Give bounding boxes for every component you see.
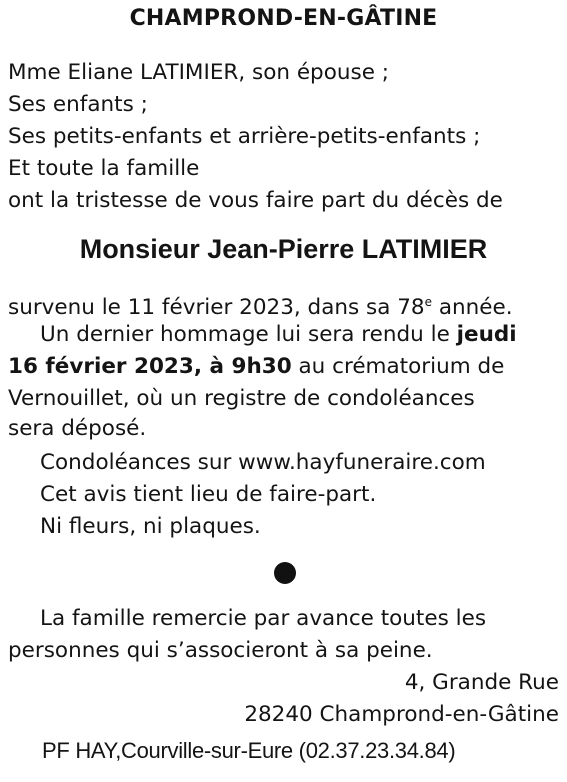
avis-line: Cet avis tient lieu de faire-part. xyxy=(40,482,377,507)
family-line-grandchildren: Ses petits-enfants et arrière-petits-enfants ; xyxy=(8,124,481,149)
flowers-line: Ni fleurs, ni plaques. xyxy=(40,514,261,539)
ceremony-date-time: 16 février 2023, à 9h30 xyxy=(8,354,292,379)
address-city: 28240 Champrond-en-Gâtine xyxy=(244,702,559,727)
ceremony-text-1: Un dernier hommage lui sera rendu le xyxy=(40,322,457,347)
ceremony-day: jeudi xyxy=(456,322,517,347)
ceremony-line-4: sera déposé. xyxy=(8,416,147,441)
separator-bullet xyxy=(274,562,296,584)
family-line-children: Ses enfants ; xyxy=(8,92,148,117)
location-heading: CHAMPROND-EN-GÂTINE xyxy=(129,6,438,31)
family-line-spouse: Mme Eliane LATIMIER, son épouse ; xyxy=(8,60,389,85)
funeral-home: PF HAY,Courville-sur-Eure (02.37.23.34.84) xyxy=(42,738,456,763)
ceremony-line-3: Vernouillet, où un registre de condoléances xyxy=(8,386,475,411)
death-date-line xyxy=(8,287,513,323)
ordinal-suffix: e xyxy=(424,295,432,309)
address-street: 4, Grande Rue xyxy=(404,670,559,695)
ceremony-line-2 xyxy=(8,352,504,382)
family-line-all: Et toute la famille xyxy=(8,156,200,181)
ceremony-line-1 xyxy=(40,320,517,350)
deceased-name: Monsieur Jean-Pierre LATIMIER xyxy=(79,234,488,264)
ceremony-text-2: au crématorium de xyxy=(291,354,505,379)
condolences-line: Condoléances sur www.hayfuneraire.com xyxy=(40,450,486,475)
announcement-line: ont la tristesse de vous faire part du décès de xyxy=(8,188,503,213)
death-date-suffix: année. xyxy=(432,295,513,320)
death-date-prefix: survenu le 11 février 2023, dans sa 78 xyxy=(8,295,425,320)
thanks-line-2: personnes qui s’associeront à sa peine. xyxy=(8,638,433,663)
thanks-line-1: La famille remercie par avance toutes les xyxy=(40,606,487,631)
